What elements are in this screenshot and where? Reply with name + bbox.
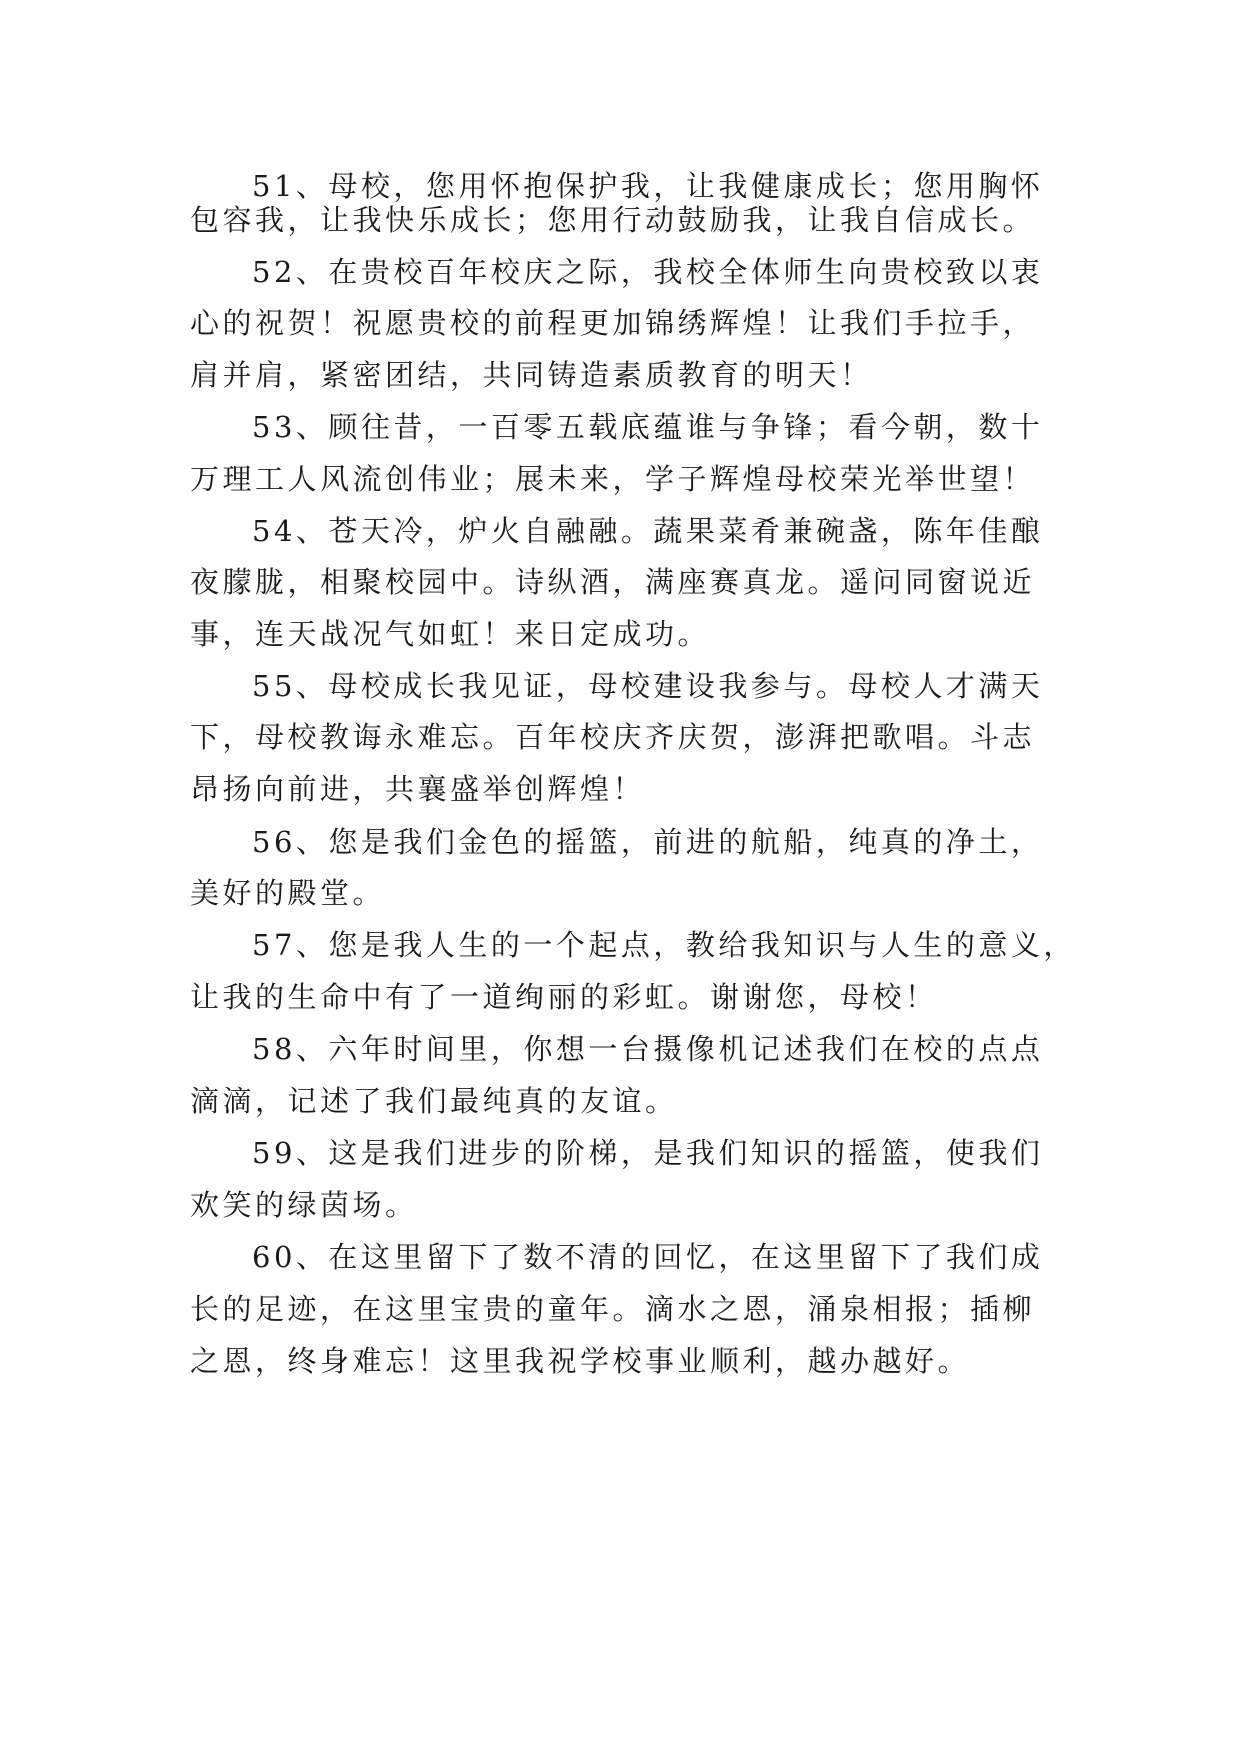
paragraph-59-line-1: 59、这是我们进步的阶梯，是我们知识的摇篮，使我们 <box>252 1136 1044 1170</box>
paragraph-56-line-2: 美好的殿堂。 <box>190 876 386 910</box>
paragraph-52-line-1: 52、在贵校百年校庆之际，我校全体师生向贵校致以衷 <box>252 255 1044 289</box>
paragraph-52-line-3: 肩并肩，紧密团结，共同铸造素质教育的明天！ <box>190 358 873 392</box>
paragraph-55-line-1: 55、母校成长我见证，母校建设我参与。母校人才满天 <box>252 669 1044 703</box>
paragraph-57-line-1: 57、您是我人生的一个起点，教给我知识与人生的意义， <box>252 928 1076 962</box>
paragraph-55-line-3: 昂扬向前进，共襄盛举创辉煌！ <box>190 772 646 806</box>
paragraph-54-line-2: 夜朦胧，相聚校园中。诗纵酒，满座赛真龙。遥问同窗说近 <box>190 565 1036 599</box>
paragraph-59-line-2: 欢笑的绿茵场。 <box>190 1188 418 1222</box>
paragraph-53-line-1: 53、顾往昔，一百零五载底蕴谁与争锋；看今朝，数十 <box>252 410 1044 444</box>
paragraph-54-line-1: 54、苍天冷，炉火自融融。蔬果菜肴兼碗盏，陈年佳酿 <box>252 514 1044 548</box>
paragraph-55-line-2: 下，母校教诲永难忘。百年校庆齐庆贺，澎湃把歌唱。斗志 <box>190 720 1036 754</box>
paragraph-56-line-1: 56、您是我们金色的摇篮，前进的航船，纯真的净土， <box>252 825 1044 859</box>
paragraph-60-line-2: 长的足迹，在这里宝贵的童年。滴水之恩，涌泉相报；插柳 <box>190 1292 1036 1326</box>
paragraph-60-line-1: 60、在这里留下了数不清的回忆，在这里留下了我们成 <box>252 1240 1044 1274</box>
paragraph-60-line-3: 之恩，终身难忘！这里我祝学校事业顺利，越办越好。 <box>190 1344 971 1378</box>
paragraph-53-line-2: 万理工人风流创伟业；展未来，学子辉煌母校荣光举世望！ <box>190 462 1036 496</box>
paragraph-57-line-2: 让我的生命中有了一道绚丽的彩虹。谢谢您，母校！ <box>190 980 938 1014</box>
paragraph-58-line-2: 滴滴，记述了我们最纯真的友谊。 <box>190 1084 678 1118</box>
paragraph-52-line-2: 心的祝贺！祝愿贵校的前程更加锦绣辉煌！让我们手拉手， <box>190 306 1036 340</box>
paragraph-54-line-3: 事，连天战况气如虹！来日定成功。 <box>190 617 711 651</box>
paragraph-58-line-1: 58、六年时间里，你想一台摄像机记述我们在校的点点 <box>252 1032 1044 1066</box>
paragraph-51-line-2: 包容我，让我快乐成长；您用行动鼓励我，让我自信成长。 <box>190 203 1036 237</box>
paragraph-51-line-1: 51、母校，您用怀抱保护我，让我健康成长；您用胸怀 <box>252 169 1044 203</box>
